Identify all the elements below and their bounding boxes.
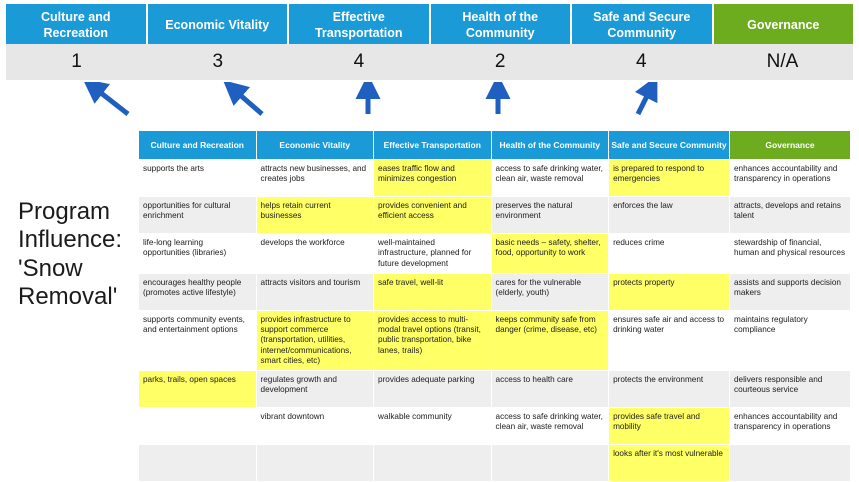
arrow-to-safe-and-secure-community (638, 86, 652, 114)
table-row (139, 408, 851, 445)
matrix-cell: preserves the natural environment (491, 197, 609, 234)
matrix-cell: encourages healthy people (promotes active lifestyle) (139, 273, 257, 310)
score-economic-vitality: 3 (212, 51, 224, 72)
matrix-cell: regulates growth and development (256, 371, 374, 408)
matrix-cell: enhances accountability and transparency in operations (730, 160, 851, 197)
matrix-cell: helps retain current businesses (256, 197, 374, 234)
influence-matrix (138, 130, 851, 482)
matrix-cell: provides access to multi-modal travel options (transit, public transportation, bike lanes, trails) (374, 310, 492, 370)
score-effective-transportation: 4 (353, 51, 365, 72)
header-health-of-the-community: Health of the Community (431, 4, 573, 48)
table-row (139, 197, 851, 234)
matrix-cell (139, 445, 257, 482)
matrix-cell: enhances accountability and transparency in operations (730, 408, 851, 445)
matrix-cell: parks, trails, open spaces (139, 371, 257, 408)
matrix-cell: develops the workforce (256, 234, 374, 274)
header-effective-transportation: Effective Transportation (289, 4, 431, 48)
matrix-header-culture-and-recreation: Culture and Recreation (139, 131, 257, 160)
matrix-header-safe-and-secure-community: Safe and Secure Community (609, 131, 730, 160)
header-safe-and-secure-community: Safe and Secure Community (572, 4, 714, 48)
matrix-cell: is prepared to respond to emergencies (609, 160, 730, 197)
matrix-cell: assists and supports decision makers (730, 273, 851, 310)
score-row (6, 44, 853, 80)
matrix-cell: vibrant downtown (256, 408, 374, 445)
matrix-cell: stewardship of financial, human and physical resources (730, 234, 851, 274)
header-economic-vitality: Economic Vitality (148, 4, 290, 48)
caption-line-4: Removal' (18, 282, 118, 310)
matrix-cell (491, 445, 609, 482)
matrix-cell: supports the arts (139, 160, 257, 197)
table-row (139, 160, 851, 197)
arrow-group (0, 82, 859, 132)
arrow-to-culture-and-recreation (92, 86, 128, 114)
matrix-body (139, 160, 851, 482)
table-row (139, 310, 851, 370)
header-governance: Governance (714, 4, 854, 48)
matrix-cell (139, 408, 257, 445)
matrix-cell: access to safe drinking water, clean air, waste removal (491, 408, 609, 445)
matrix-cell: looks after it's most vulnerable (609, 445, 730, 482)
matrix-cell: provides infrastructure to support commerce (transportation, utilities, internet/communications, smart cities, etc) (256, 310, 374, 370)
matrix-cell: provides adequate parking (374, 371, 492, 408)
matrix-cell: walkable community (374, 408, 492, 445)
matrix-cell: access to safe drinking water, clean air, waste removal (491, 160, 609, 197)
matrix-cell: protects the environment (609, 371, 730, 408)
matrix-cell: basic needs – safety, shelter, food, opportunity to work (491, 234, 609, 274)
score-governance: N/A (766, 51, 799, 72)
matrix-cell: cares for the vulnerable (elderly, youth) (491, 273, 609, 310)
arrow-to-economic-vitality (232, 88, 262, 114)
matrix-cell: attracts, develops and retains talent (730, 197, 851, 234)
matrix-header-economic-vitality: Economic Vitality (256, 131, 374, 160)
matrix-cell: enforces the law (609, 197, 730, 234)
caption-line-1: Program (18, 198, 111, 225)
score-health-of-the-community: 2 (494, 51, 506, 72)
caption-line-2: Influence: (18, 226, 123, 254)
caption-line-3: 'Snow (18, 254, 83, 282)
table-row (139, 445, 851, 482)
matrix-cell: delivers responsible and courteous service (730, 371, 851, 408)
matrix-header-health-of-the-community: Health of the Community (491, 131, 609, 160)
matrix-cell: attracts visitors and tourism (256, 273, 374, 310)
matrix-cell: access to health care (491, 371, 609, 408)
matrix-cell: provides safe travel and mobility (609, 408, 730, 445)
score-culture-and-recreation: 1 (71, 51, 82, 72)
table-row (139, 273, 851, 310)
matrix-cell: reduces crime (609, 234, 730, 274)
matrix-cell: provides convenient and efficient access (374, 197, 492, 234)
matrix-cell: attracts new businesses, and creates jobs (256, 160, 374, 197)
matrix-cell: safe travel, well-lit (374, 273, 492, 310)
matrix-cell (730, 445, 851, 482)
matrix-header-effective-transportation: Effective Transportation (374, 131, 492, 160)
table-row (139, 234, 851, 274)
matrix-cell (374, 445, 492, 482)
table-row (139, 371, 851, 408)
score-safe-and-secure-community: 4 (635, 51, 647, 72)
matrix-cell: protects property (609, 273, 730, 310)
matrix-cell: eases traffic flow and minimizes congestion (374, 160, 492, 197)
matrix-cell: well-maintained infrastructure, planned for future development (374, 234, 492, 274)
matrix-cell: ensures safe air and access to drinking water (609, 310, 730, 370)
matrix-header-row (139, 131, 851, 160)
matrix-cell (256, 445, 374, 482)
header-culture-and-recreation: Culture and Recreation (6, 4, 148, 48)
matrix-header-governance: Governance (730, 131, 851, 160)
program-influence-caption (18, 198, 138, 311)
matrix-cell: keeps community safe from danger (crime, disease, etc) (491, 310, 609, 370)
scorecard-header-band (6, 4, 853, 48)
matrix-cell: maintains regulatory compliance (730, 310, 851, 370)
matrix-cell: opportunities for cultural enrichment (139, 197, 257, 234)
matrix-cell: supports community events, and entertainment options (139, 310, 257, 370)
matrix-cell: life-long learning opportunities (libraries) (139, 234, 257, 274)
